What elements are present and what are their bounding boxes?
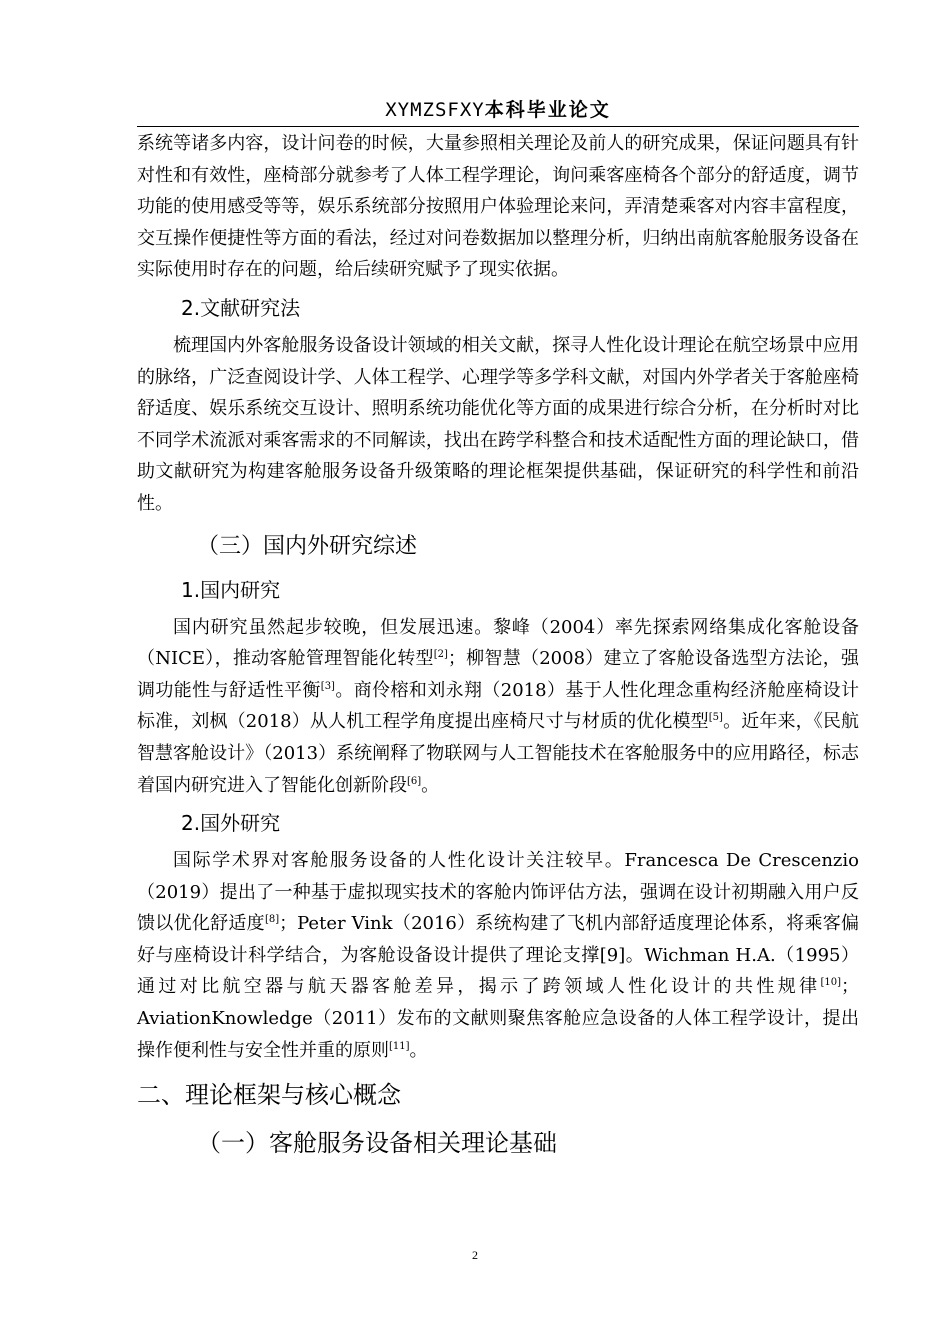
- citation-11: [11]: [389, 1040, 410, 1052]
- foreign-text-2: ；Peter Vink（2016）系统构建了飞机内部舒适度理论体系，将乘客偏好与座椅设计科学结合，为客舱设备设计提供了理论支撑[9]。Wichman H.A.（1995）通过对比航空器与航天器客舱差异，揭示了跨领域人性化设计的共性规律: [137, 913, 859, 998]
- header-rule: [137, 126, 859, 127]
- body-text: [137, 128, 859, 1162]
- domestic-text-2: ；柳智慧（2008）建立了客舱设备选型方法论，强调功能性与舒适性平衡: [137, 648, 859, 701]
- heading-research-review: （三）国内外研究综述: [197, 533, 418, 559]
- domestic-text-4: 。近年来，《民航智慧客舱设计》（2013）系统阐释了物联网与人工智能技术在客舱服务中的应用路径，标志着国内研究进入了智能化创新阶段: [137, 711, 859, 796]
- citation-2: [2]: [433, 649, 448, 661]
- page-number: 2: [472, 1248, 478, 1262]
- header-title: 本科毕业论文: [484, 99, 611, 121]
- citation-5: [5]: [708, 712, 723, 724]
- foreign-text-3: ；AviationKnowledge（2011）发布的文献则聚焦客舱应急设备的人体工程学设计，提出操作便利性与安全性并重的原则: [137, 976, 859, 1061]
- citation-8: [8]: [264, 914, 280, 926]
- citation-3: [3]: [320, 680, 335, 692]
- citation-10: [10]: [820, 977, 841, 989]
- foreign-text-1: 国际学术界对客舱服务设备的人性化设计关注较早。Francesca De Crescenzio（2019）提出了一种基于虚拟现实技术的客舱内饰评估方法，强调在设计初期融入用户反馈以优化舒适度: [137, 850, 859, 935]
- paragraph-foreign: [137, 845, 859, 1066]
- header-latin: XYMZSFXY: [385, 99, 485, 121]
- heading-literature-method: 2.文献研究法: [181, 295, 301, 320]
- heading-foreign-research: 2.国外研究: [181, 811, 281, 836]
- paragraph-domestic: [137, 612, 859, 802]
- heading-domestic-research: 1.国内研究: [181, 577, 281, 602]
- paragraph-literature: 梳理国内外客舱服务设备设计领域的相关文献，探寻人性化设计理论在航空场景中应用的脉络，广泛查阅设计学、人体工程学、心理学等多学科文献，对国内外学者关于客舱座椅舒适度、娱乐系统交互设计、照明系统功能优化等方面的成果进行综合分析，在分析时对比不同学术流派对乘客需求的不同解读，找出在跨学科整合和技术适配性方面的理论缺口，借助文献研究为构建客舱服务设备升级策略的理论框架提供基础，保证研究的科学性和前沿性。: [137, 334, 859, 514]
- citation-6: [6]: [407, 775, 422, 787]
- paragraph-questionnaire: 系统等诸多内容，设计问卷的时候，大量参照相关理论及前人的研究成果，保证问题具有针对性和有效性，座椅部分就参考了人体工程学理论，询问乘客座椅各个部分的舒适度，调节功能的使用感受等等，娱乐系统部分按照用户体验理论来问，弄清楚乘客对内容丰富程度，交互操作便捷性等方面的看法，经过对问卷数据加以整理分析，归纳出南航客舱服务设备在实际使用时存在的问题，给后续研究赋予了现实依据。: [137, 133, 859, 281]
- running-header: [137, 98, 859, 122]
- heading-section-1: （一）客舱服务设备相关理论基础: [197, 1129, 557, 1158]
- domestic-text-5: 。: [421, 774, 440, 796]
- heading-chapter-2: 二、理论框架与核心概念: [137, 1081, 401, 1110]
- domestic-text-3: 。商伶榕和刘永翔（2018）基于人性化理念重构经济舱座椅设计标准，刘枫（2018）从人机工程学角度提出座椅尺寸与材质的优化模型: [137, 679, 860, 733]
- domestic-text-1: 国内研究虽然起步较晚，但发展迅速。黎峰（2004）率先探索网络集成化客舱设备（NICE），推动客舱管理智能化转型: [137, 616, 859, 670]
- foreign-text-4: 。: [409, 1039, 428, 1061]
